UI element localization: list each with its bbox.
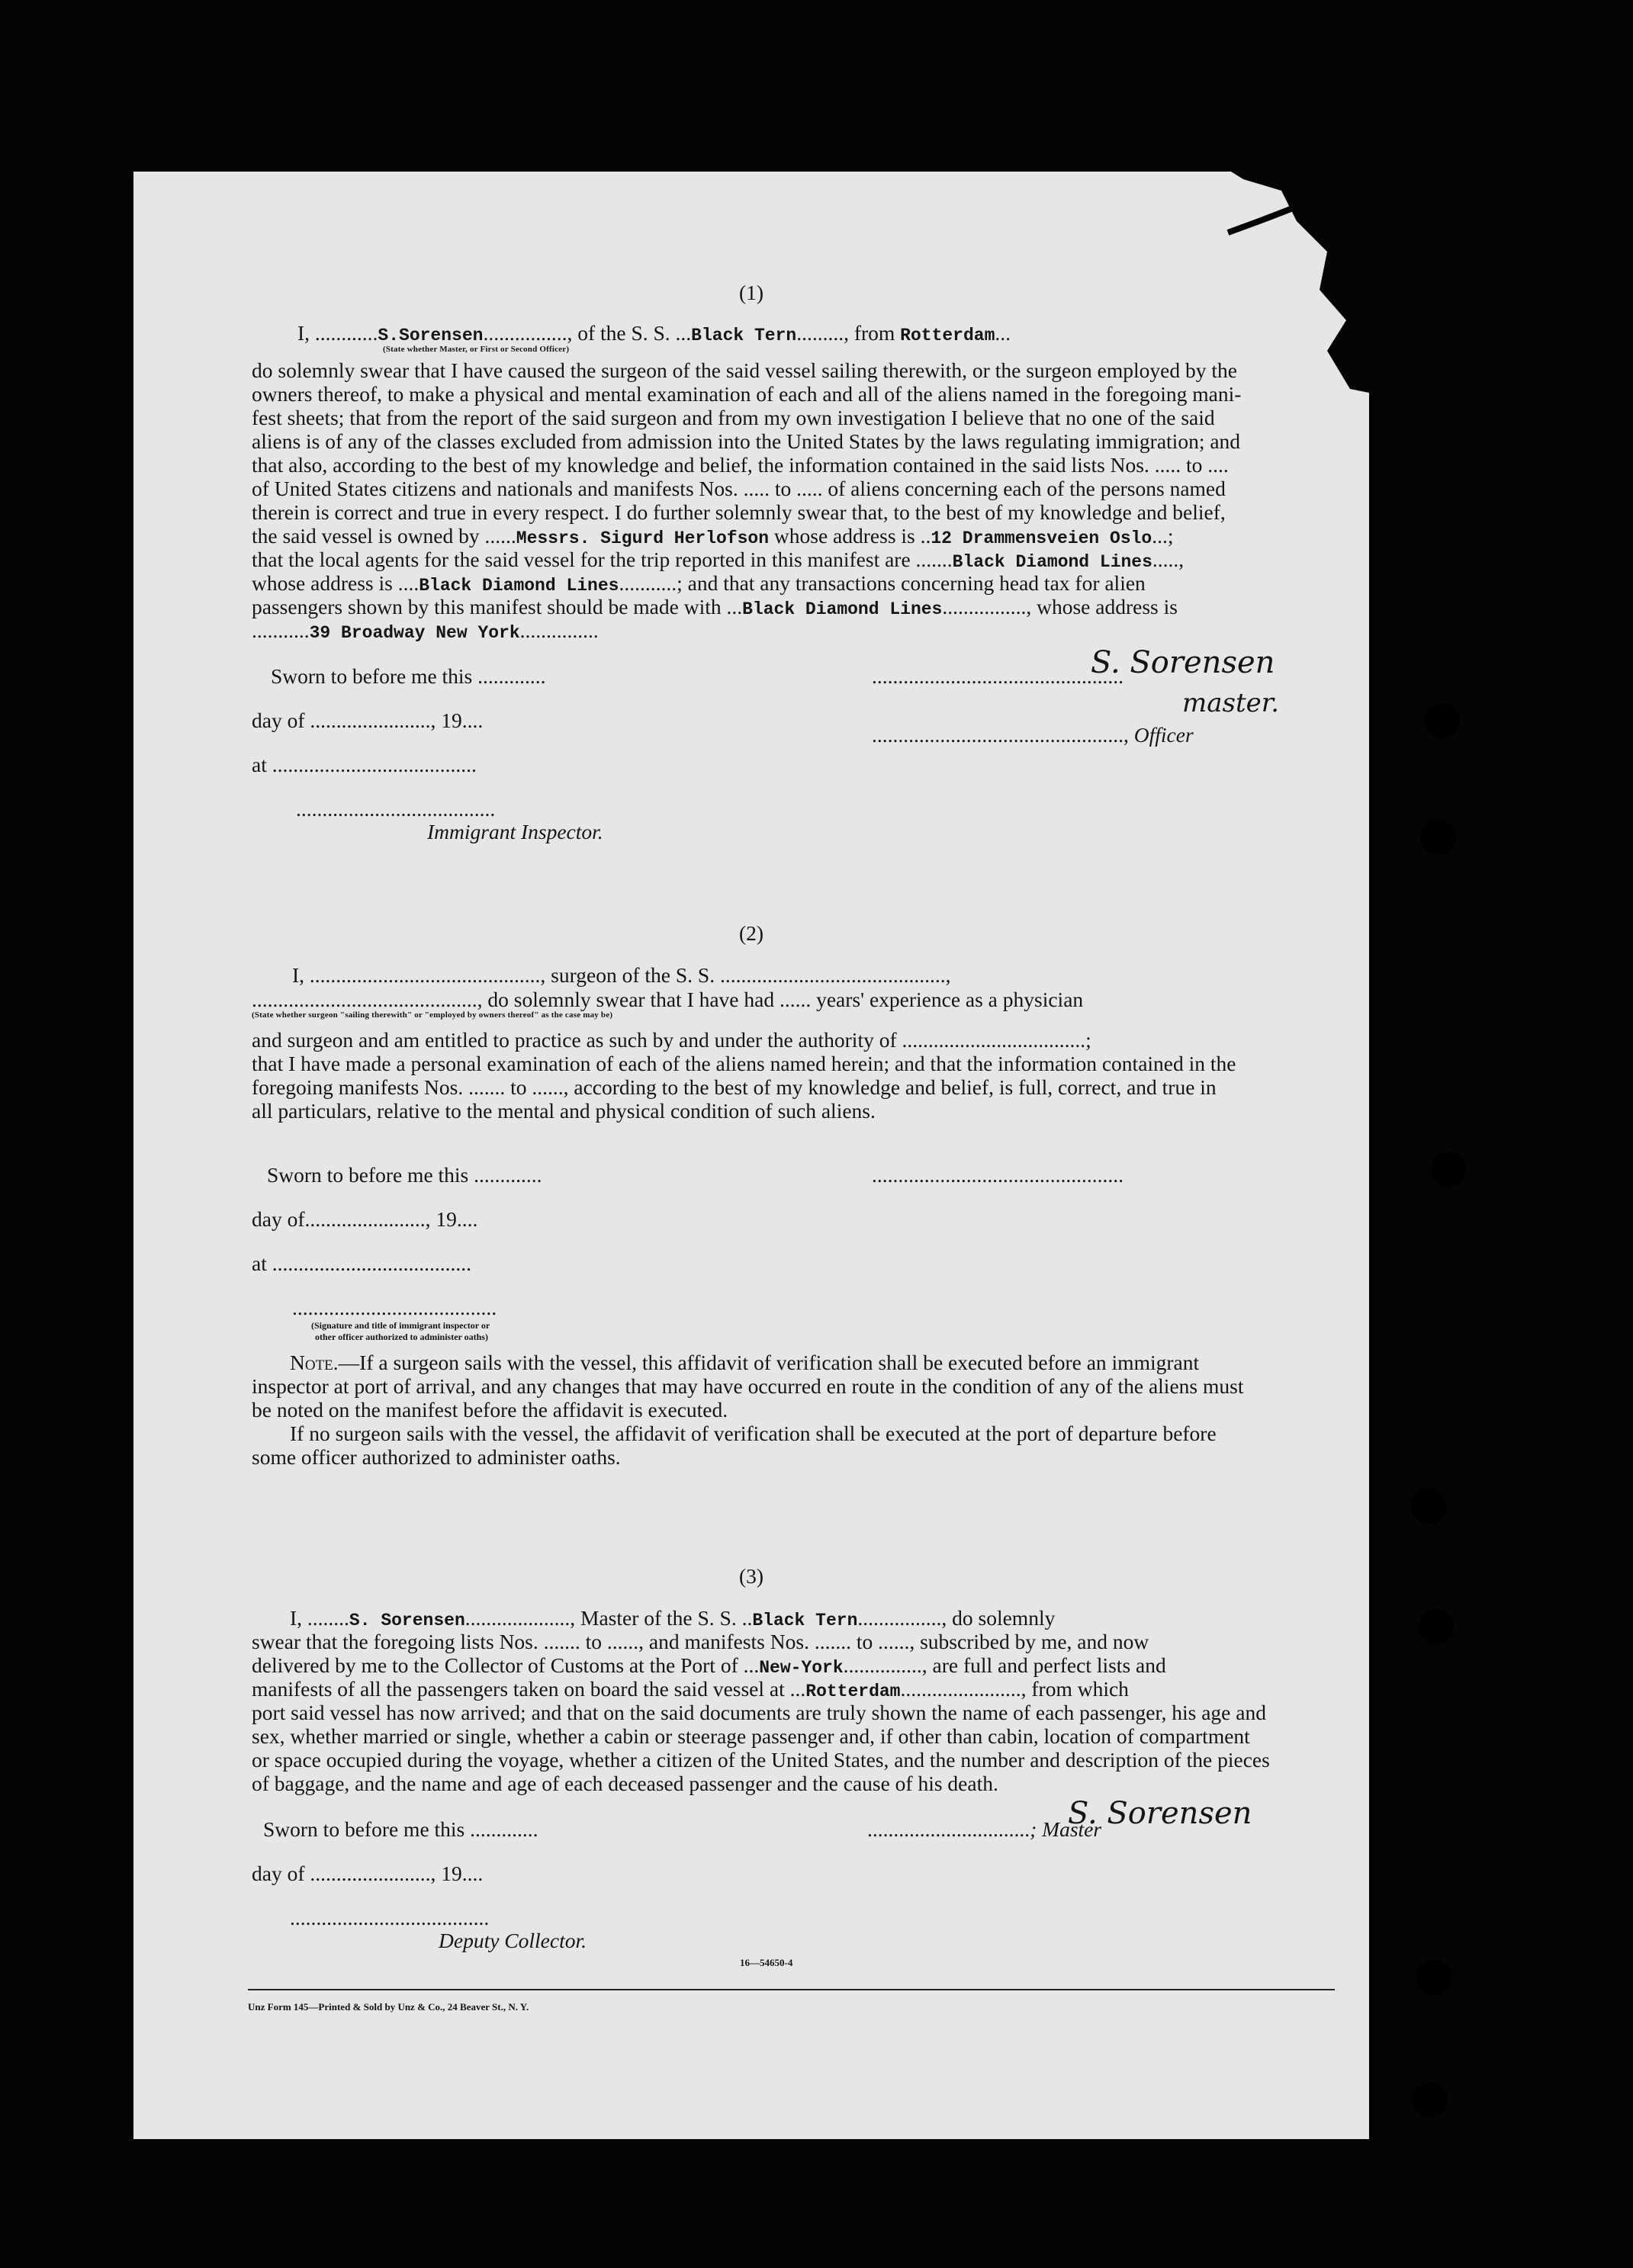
note-paragraph-1: Note.—If a surgeon sails with the vessel, this affidavit of verification shall be executed before an immigrant (290, 1351, 1200, 1374)
sec3-text-6: sex, whether married or single, whether a cabin or steerage passenger and, if other than cabin, location of compartment (252, 1724, 1250, 1748)
punch-hole (1431, 1152, 1466, 1187)
sec3-boarding-line: manifests of all the passengers taken on board the said vessel at ...Rotterdam......................., from which (252, 1677, 1129, 1701)
head-tax-line: passengers shown by this manifest should be made with ...Black Diamond Lines................, whose address is (252, 595, 1178, 619)
sec1-text-4: aliens is of any of the classes excluded from admission into the United States by the laws regulating immigration; and (252, 429, 1241, 453)
local-agent: Black Diamond Lines (952, 552, 1152, 572)
sec3-text-7: or space occupied during the voyage, whether a citizen of the United States, and the number and description of the pieces (252, 1748, 1270, 1772)
sec2-at: at ...................................... (252, 1251, 471, 1275)
sec2-inspector-note-2: other officer authorized to administer oaths) (315, 1332, 488, 1342)
deputy-collector-dots: ...................................... (290, 1906, 490, 1929)
section-2-number: (2) (738, 921, 764, 945)
note-paragraph-4: If no surgeon sails with the vessel, the affidavit of verification shall be executed at the port of departure before (290, 1422, 1217, 1445)
deputy-collector-label: Deputy Collector. (439, 1929, 587, 1952)
sec3-text-5: port said vessel has now arrived; and that on the said documents are truly shown the name of each passenger, his age and (252, 1701, 1266, 1724)
sec1-text-3: fest sheets; that from the report of the said surgeon and from my own investigation I believe that no one of the said (252, 406, 1215, 429)
sec3-day-of: day of ......................., 19.... (252, 1862, 484, 1885)
owner-line: the said vessel is owned by ......Messrs. Sigurd Herlofson whose address is ..12 Drammensveien Oslo...; (252, 524, 1174, 548)
sec2-text-3: and surgeon and am entitled to practice as such by and under the authority of ...................................; (252, 1028, 1091, 1052)
punch-hole (1419, 1609, 1454, 1644)
arrival-port: New-York (759, 1658, 844, 1678)
rank-note: (State whether Master, or First or Second Officer) (383, 345, 570, 354)
sec3-text-2: swear that the foregoing lists Nos. ....... to ......, and manifests Nos. ....... to ......, subscribed by me, and now (252, 1630, 1149, 1653)
surgeon-note: (State whether surgeon "sailing therewith" or "employed by owners thereof" as the case may be) (252, 1010, 613, 1020)
sec3-ship-name: Black Tern (752, 1611, 858, 1630)
sec2-inspector-note-1: (Signature and title of immigrant inspector or (311, 1320, 490, 1331)
sec2-text-4: that I have made a personal examination of each of the aliens named herein; and that the information contained in the (252, 1052, 1236, 1075)
sec1-text-6: of United States citizens and nationals and manifests Nos. ..... to ..... of aliens concerning each of the persons named (252, 477, 1226, 500)
vessel-owner: Messrs. Sigurd Herlofson (516, 528, 770, 548)
immigrant-inspector-label: Immigrant Inspector. (427, 820, 603, 843)
sec3-text-8: of baggage, and the name and age of each deceased passenger and the cause of his death. (252, 1772, 998, 1795)
sec3-master-signature: S. Sorensen (1068, 1796, 1252, 1831)
note-paragraph-5: some officer authorized to administer oaths. (252, 1445, 621, 1469)
sec1-text-7: therein is correct and true in every respect. I do further solemnly swear that, to the best of my knowledge and belief, (252, 500, 1226, 524)
sec2-signature-dots: ................................................ (872, 1163, 1123, 1187)
sec1-text-5: that also, according to the best of my knowledge and belief, the information contained in the said lists Nos. ..... to .... (252, 453, 1229, 477)
sec3-master-line: I, ........S. Sorensen...................., Master of the S. S. ..Black Tern................, do solemnly (290, 1606, 1056, 1630)
punch-hole (1413, 2082, 1448, 2117)
sec1-text-2: owners thereof, to make a physical and mental examination of each and all of the aliens named in the foregoing mani- (252, 382, 1242, 406)
sec3-master-signature-line: ...............................; Master (867, 1817, 1102, 1841)
punch-hole (1411, 1489, 1446, 1524)
sec3-master-name: S. Sorensen (349, 1611, 465, 1630)
section-3-number: (3) (738, 1564, 764, 1588)
punch-hole (1416, 1960, 1451, 1995)
sec2-day-of: day of......................., 19.... (252, 1207, 478, 1231)
agent-line: that the local agents for the said vessel for the trip reported in this manifest are .......Black Diamond Lines....., (252, 548, 1185, 572)
sec2-sworn: Sworn to before me this ............. (267, 1163, 542, 1187)
master-name: S.Sorensen (378, 326, 484, 345)
master-signature: S. Sorensen (1091, 645, 1275, 680)
section-1-number: (1) (738, 281, 764, 304)
officer-line: ................................................, Officer (872, 723, 1194, 747)
manifest-affidavit-page (133, 172, 1369, 2139)
punch-hole (1421, 820, 1456, 855)
sec1-signature-dots: ................................................ (872, 664, 1123, 688)
sec2-text-1: I, ............................................, surgeon of the S. S. ..........................................., (292, 963, 951, 987)
printer-footer: Unz Form 145—Printed & Sold by Unz & Co., 24 Beaver St., N. Y. (248, 2001, 529, 2013)
head-tax-agent: Black Diamond Lines (742, 599, 943, 619)
master-line: I, ............S.Sorensen................, of the S. S. ...Black Tern........., from Rotterdam... (297, 321, 1011, 345)
form-number: 16—54650-4 (740, 1957, 793, 1968)
sec1-day-of: day of ......................., 19.... (252, 708, 484, 732)
torn-corner (1213, 160, 1426, 404)
punch-hole (1425, 703, 1460, 738)
agent-address: Black Diamond Lines (419, 576, 619, 596)
sec2-text-6: all particulars, relative to the mental and physical condition of such aliens. (252, 1099, 876, 1123)
boarding-port: Rotterdam (805, 1682, 901, 1701)
sec3-port-line: delivered by me to the Collector of Customs at the Port of ...New-York..............., are full and perfect lists and (252, 1653, 1166, 1678)
sec1-sworn: Sworn to before me this ............. (271, 664, 546, 688)
owner-address: 12 Drammensveien Oslo (931, 528, 1152, 548)
sec2-text-5: foregoing manifests Nos. ....... to ......, according to the best of my knowledge and belief, is full, correct, and true in (252, 1075, 1217, 1099)
head-tax-address-line: ...........39 Broadway New York............... (252, 618, 599, 643)
sec1-inspector-dots: ...................................... (296, 797, 496, 821)
agent-address-line: whose address is ....Black Diamond Lines...........; and that any transactions concerning head tax for alien (252, 571, 1146, 596)
rank-handwritten: master. (1182, 688, 1280, 718)
ship-name: Black Tern (691, 326, 797, 345)
sec2-inspector-dots: ....................................... (292, 1296, 497, 1319)
footer-rule (248, 1989, 1335, 1990)
sec1-at: at ....................................... (252, 753, 477, 776)
note-paragraph-3: be noted on the manifest before the affidavit is executed. (252, 1398, 728, 1422)
departure-port: Rotterdam (900, 326, 995, 345)
note-paragraph-2: inspector at port of arrival, and any changes that may have occurred en route in the condition of any of the aliens must (252, 1374, 1244, 1398)
sec3-sworn: Sworn to before me this ............. (263, 1817, 538, 1841)
head-tax-address: 39 Broadway New York (309, 623, 520, 643)
sec1-text-1: do solemnly swear that I have caused the surgeon of the said vessel sailing therewith, or the surgeon employed by the (252, 358, 1237, 382)
sec2-text-2: ..........................................., do solemnly swear that I have had ...... years' experience as a physician (252, 988, 1084, 1011)
